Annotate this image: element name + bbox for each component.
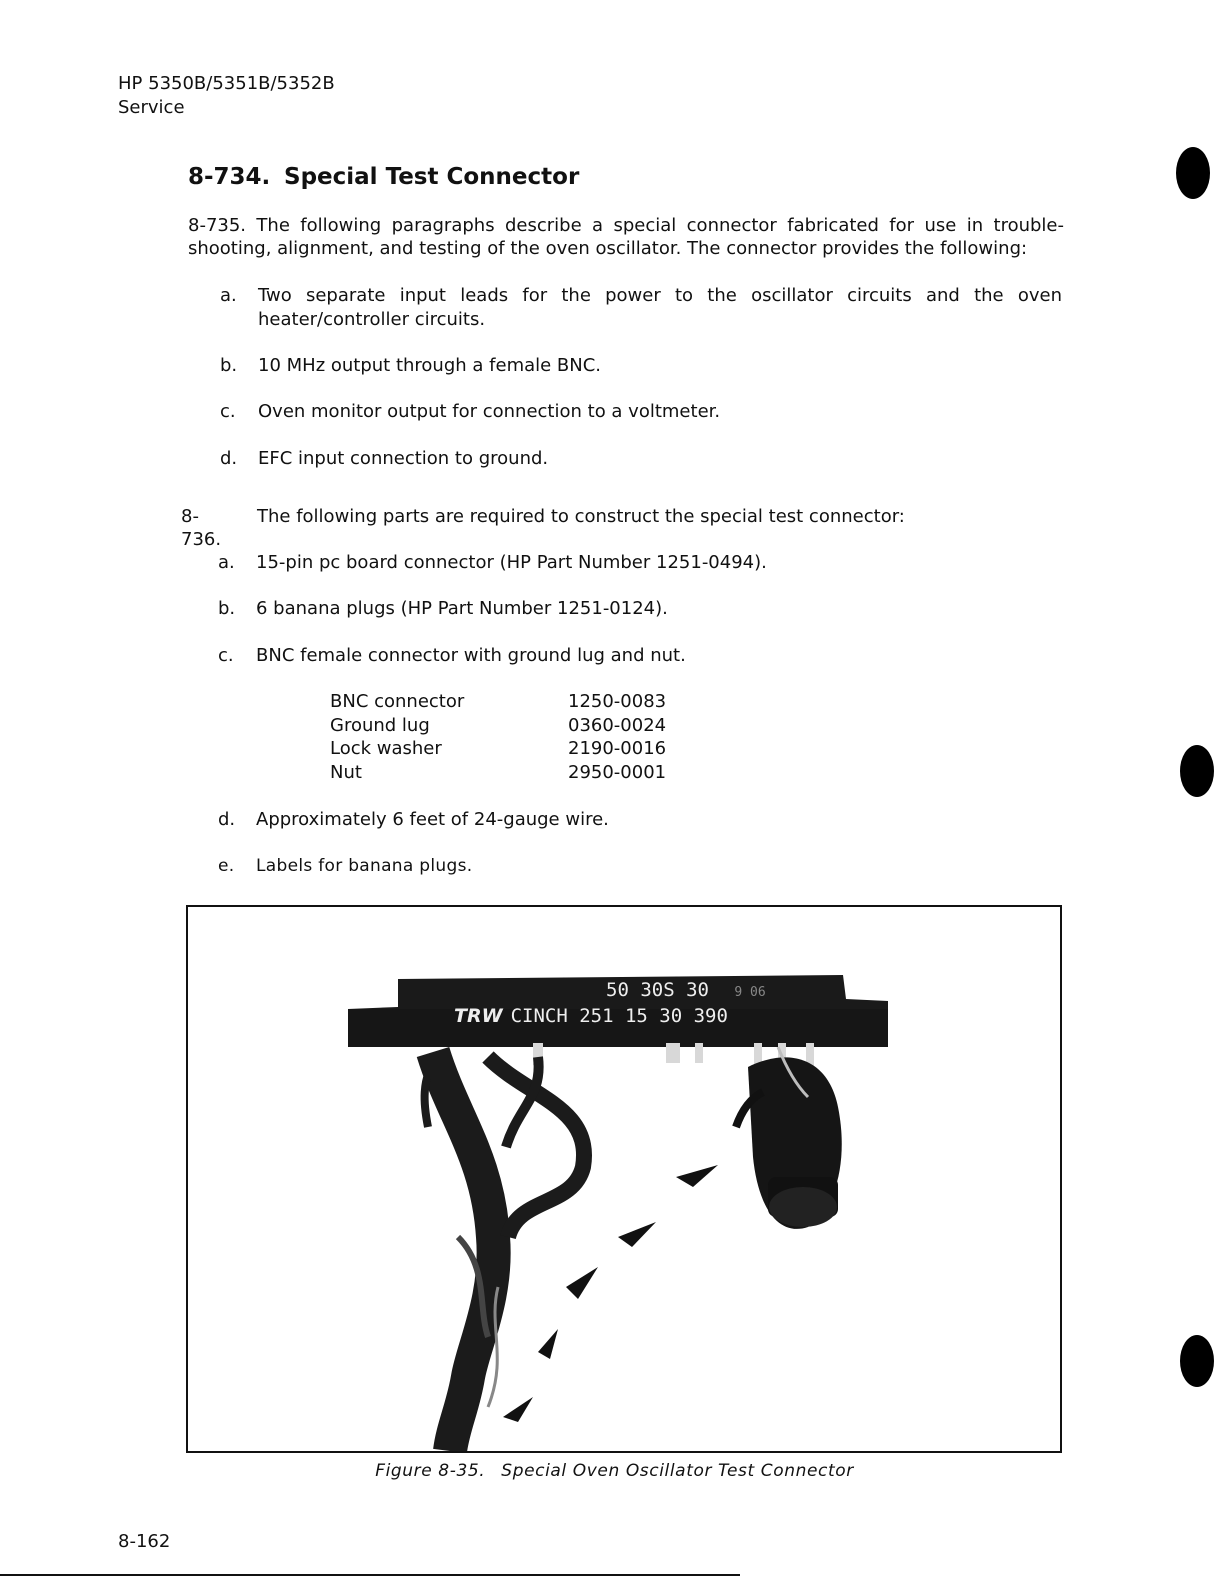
figure-title: Special Oven Oscillator Test Connector (501, 1461, 854, 1481)
section-heading (188, 164, 579, 190)
part-number: 2190-0016 (568, 738, 667, 759)
marking-line1: 50 30S 30 (606, 979, 709, 1001)
connector-marking-bottom (454, 1005, 728, 1027)
table-row (330, 761, 666, 785)
item-label: b. (218, 598, 236, 619)
page-header (118, 72, 335, 120)
paragraph-number: 8-736. (181, 506, 222, 550)
brand-logo: TRW (454, 1005, 503, 1027)
figure-frame (186, 905, 1062, 1453)
heading-text: Special Test Connector (284, 164, 580, 190)
part-number: 0360-0024 (568, 714, 667, 736)
part-number: 1250-0083 (568, 691, 667, 712)
item-label: a. (220, 285, 237, 306)
item-text: 6 banana plugs (HP Part Number 1251-0124). (256, 598, 668, 619)
figure-caption (0, 1461, 1229, 1481)
item-text: Labels for banana plugs. (256, 856, 473, 876)
item-label: c. (218, 645, 234, 666)
paragraph-8-735: 8-735. The following paragraphs describe a special connector fabricated for use in trouble-shooting, alignment, and testing of the oven oscillator. The connector provides the following: (188, 215, 1064, 259)
item-text: 10 MHz output through a female BNC. (258, 355, 602, 376)
section-name: Service (118, 97, 185, 118)
list-item-continuation: heater/controller circuits. (258, 309, 486, 330)
table-row (330, 737, 666, 761)
item-label: b. (220, 355, 238, 376)
table-row (330, 690, 666, 714)
bottom-rule (0, 1574, 740, 1576)
table-row (330, 714, 666, 738)
marking-line1b: 9 06 (734, 985, 766, 1000)
item-text: BNC female connector with ground lug and nut. (256, 645, 686, 666)
item-text: 15-pin pc board connector (HP Part Number 1251-0494). (256, 552, 767, 573)
page-number: 8-162 (118, 1531, 171, 1552)
item-text: Two separate input leads for the power to the oscillator circuits and the oven (258, 285, 1062, 306)
model-number: HP 5350B/5351B/5352B (118, 73, 335, 94)
paragraph-text: The following parts are required to construct the special test connector: (257, 506, 905, 527)
parts-table (330, 690, 666, 784)
item-label: d. (220, 448, 238, 469)
part-number: 2950-0001 (568, 761, 667, 783)
item-text: Approximately 6 feet of 24-gauge wire. (256, 809, 609, 830)
margin-bullet-icon (1180, 745, 1214, 797)
marking-line2: CINCH 251 15 30 390 (510, 1005, 728, 1027)
item-label: d. (218, 809, 236, 830)
heading-number: 8-734. (188, 164, 271, 190)
connector-marking-top (606, 979, 766, 1001)
item-text: Oven monitor output for connection to a voltmeter. (258, 401, 721, 422)
part-name: Lock washer (330, 738, 442, 759)
item-label: c. (220, 401, 236, 422)
part-name: Nut (330, 761, 362, 783)
item-label: e. (218, 856, 235, 876)
part-name: Ground lug (330, 714, 430, 736)
item-text: EFC input connection to ground. (258, 448, 549, 469)
item-label: a. (218, 552, 235, 573)
margin-bullet-icon (1180, 1335, 1214, 1387)
figure-number: Figure 8-35. (375, 1461, 486, 1481)
margin-bullet-icon (1176, 147, 1210, 199)
part-name: BNC connector (330, 691, 465, 712)
